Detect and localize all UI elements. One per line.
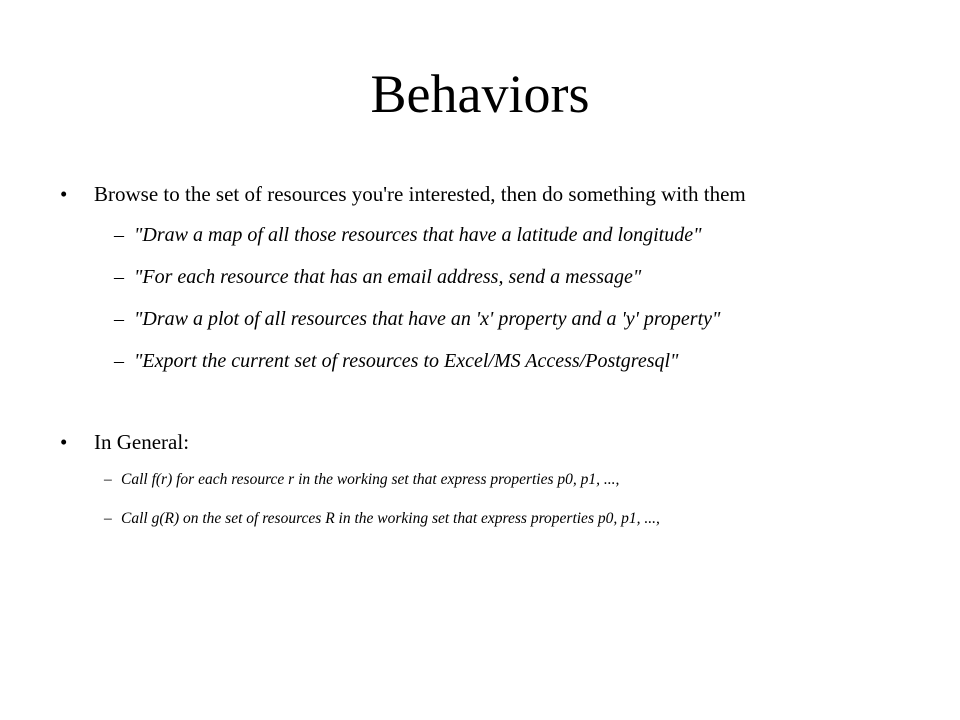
- dash-icon: –: [114, 308, 124, 330]
- bullet-text: In General:: [94, 430, 190, 454]
- dash-icon: –: [104, 510, 112, 527]
- dash-icon: –: [114, 350, 124, 372]
- bullet-dot-icon: •: [60, 430, 68, 454]
- dash-icon: –: [114, 224, 124, 246]
- sub-bullet-text: "Export the current set of resources to Excel/MS Access/Postgresql": [134, 350, 679, 372]
- bullet-dot-icon: •: [60, 182, 68, 206]
- bullet-text: Browse to the set of resources you're interested, then do something with them: [94, 182, 746, 206]
- sub-bullet-text: Call g(R) on the set of resources R in the working set that express properties p0, p1, ...,: [121, 510, 660, 527]
- sub-bullet-text: "Draw a map of all those resources that have a latitude and longitude": [134, 224, 702, 246]
- sub-bullet-text: "Draw a plot of all resources that have an 'x' property and a 'y' property": [134, 308, 721, 330]
- sub-bullet-text: "For each resource that has an email address, send a message": [134, 266, 642, 288]
- sub-bullet-text: Call f(r) for each resource r in the working set that express properties p0, p1, ...,: [121, 471, 620, 488]
- dash-icon: –: [104, 471, 112, 488]
- slide-title: Behaviors: [370, 64, 590, 124]
- dash-icon: –: [114, 266, 124, 288]
